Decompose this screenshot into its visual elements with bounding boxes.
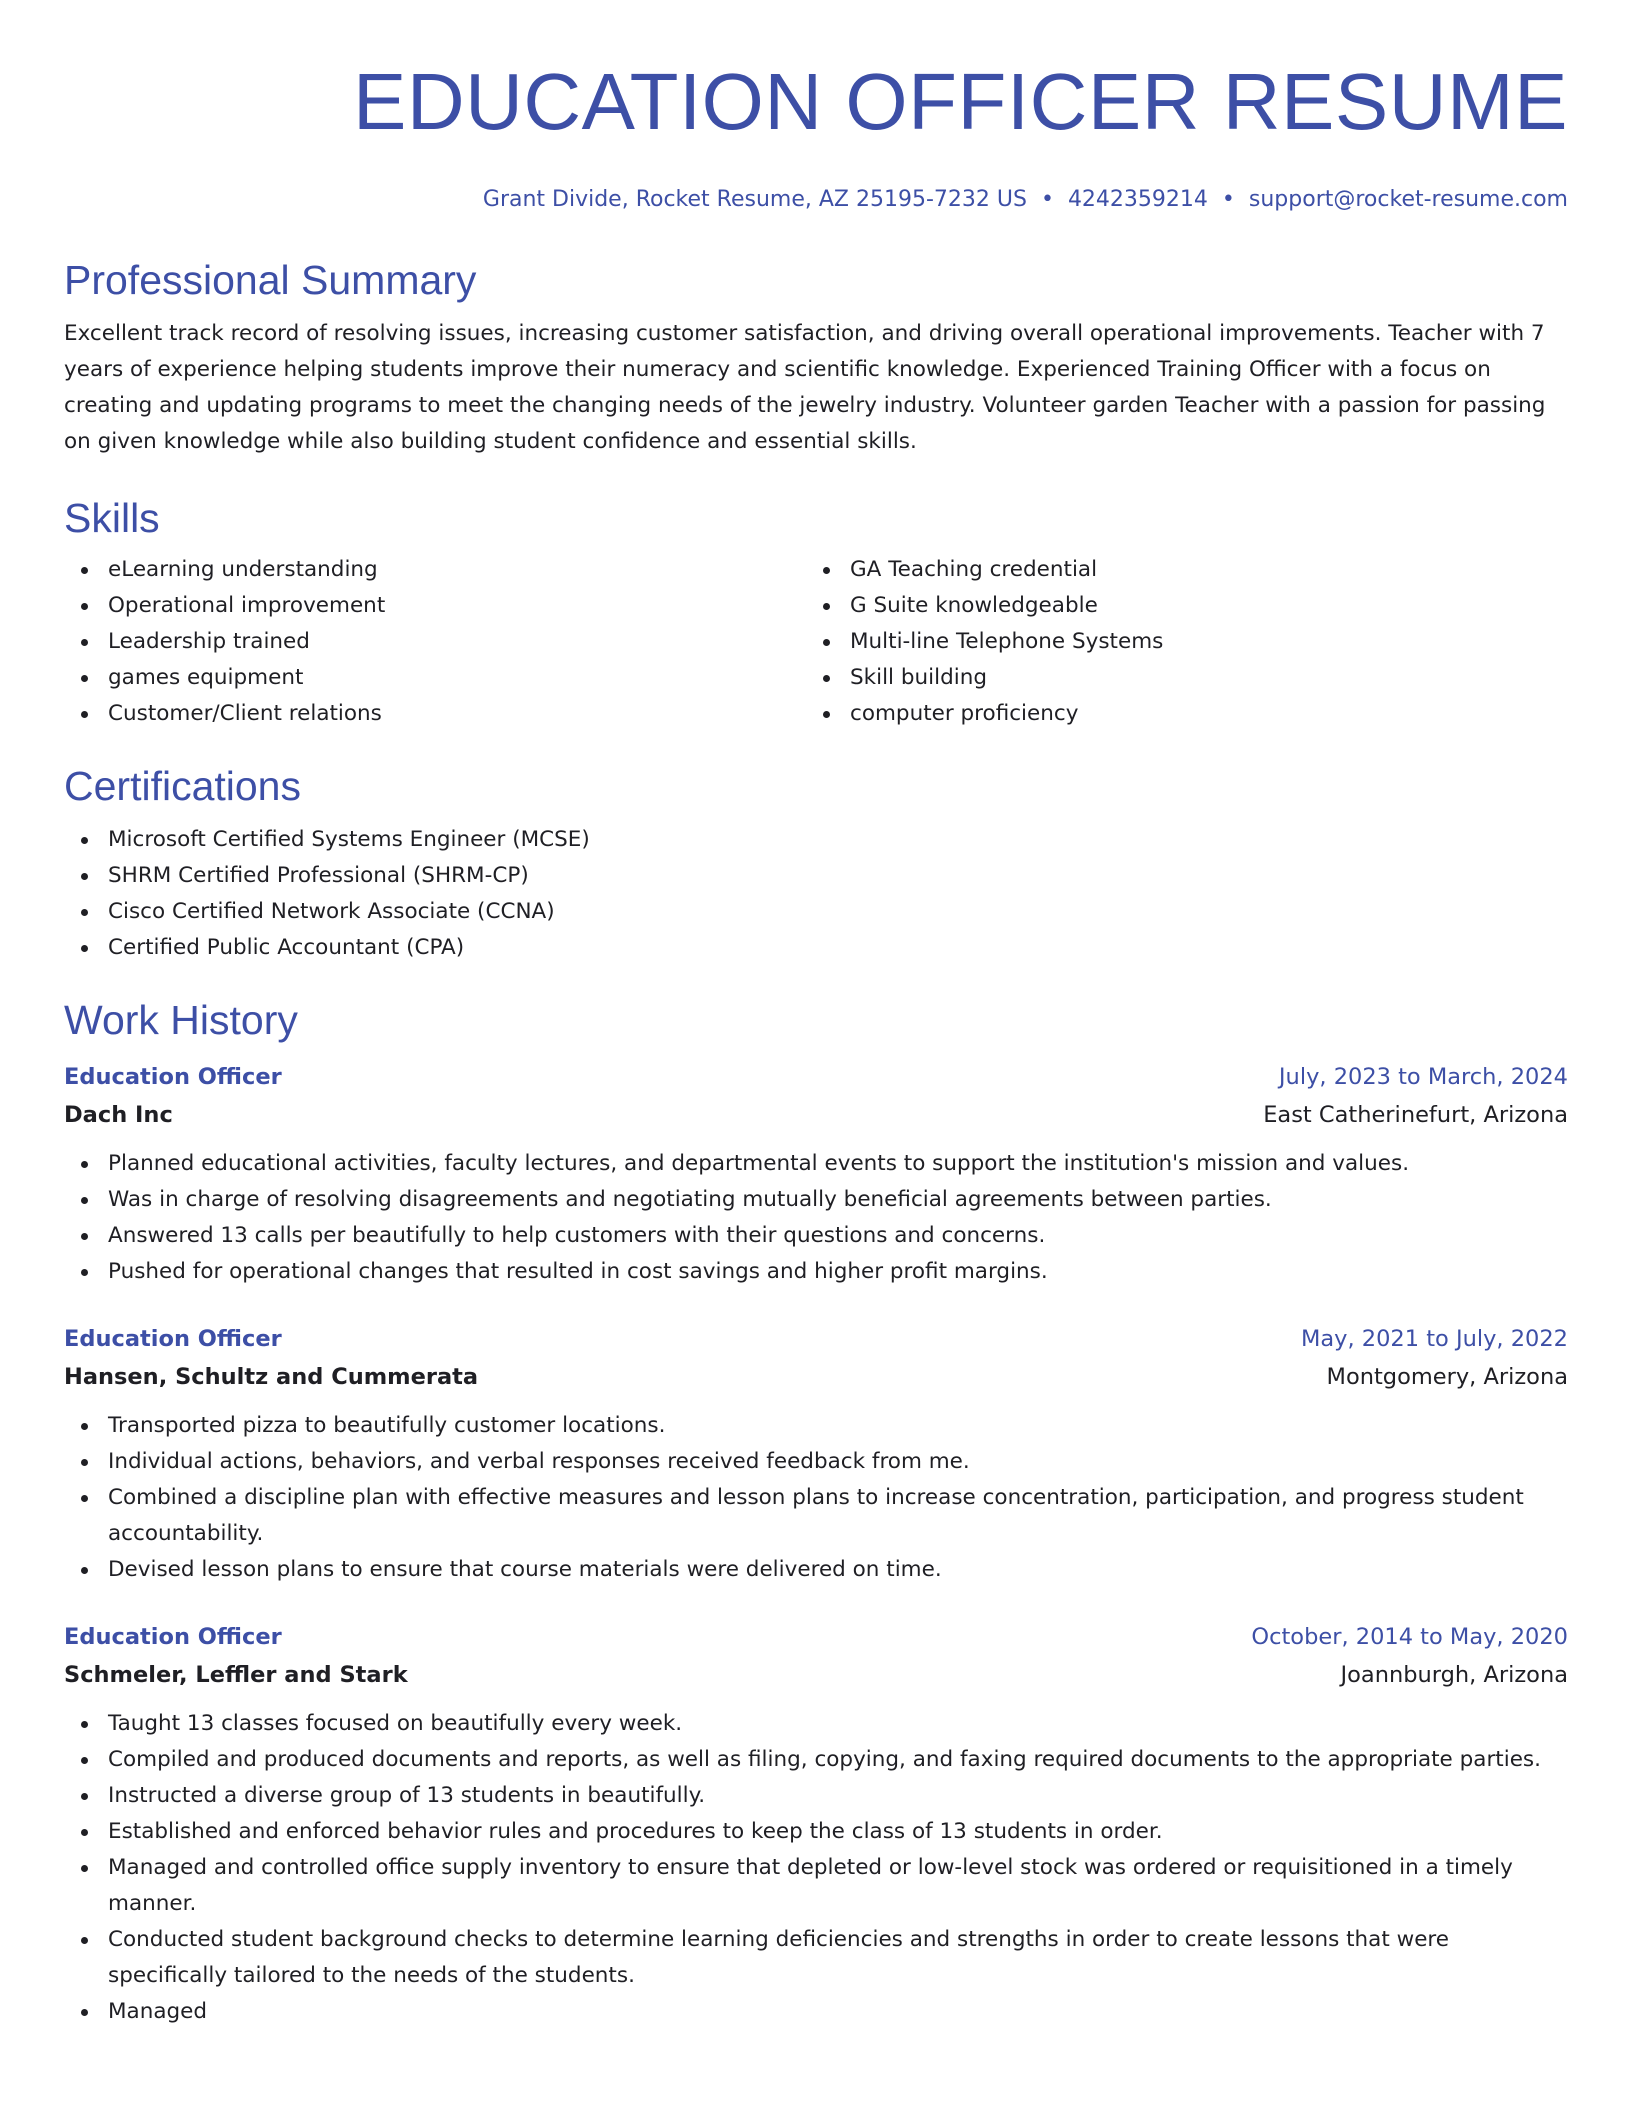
skill-item: computer proficiency — [806, 696, 1548, 732]
job-duty: Compiled and produced documents and reports, as well as filing, copying, and faxing required documents to the appropriate parties. — [64, 1742, 1568, 1778]
certification-item: SHRM Certified Professional (SHRM-CP) — [64, 858, 1568, 894]
summary-heading: Professional Summary — [64, 257, 477, 303]
job-company: Hansen, Schultz and Cummerata — [64, 1364, 479, 1390]
job-duty: Combined a discipline plan with effective measures and lesson plans to increase concentration, participation, and progress student accountability. — [64, 1480, 1568, 1552]
work-history-heading: Work History — [64, 997, 298, 1043]
contact-phone: 4242359214 — [1067, 187, 1208, 212]
certification-item: Certified Public Accountant (CPA) — [64, 930, 1568, 966]
summary-section — [64, 256, 1568, 460]
job-employer-row — [64, 1656, 1568, 1694]
job-duties-list — [64, 1146, 1568, 1290]
job-header — [64, 1058, 1568, 1096]
job-dates: July, 2023 to March, 2024 — [1278, 1064, 1568, 1090]
job-duty: Planned educational activities, faculty lectures, and departmental events to support the institution's mission and values. — [64, 1146, 1568, 1182]
skill-item: Customer/Client relations — [64, 696, 806, 732]
skill-item: games equipment — [64, 660, 806, 696]
job-location: East Catherinefurt, Arizona — [1263, 1102, 1568, 1128]
job-title: Education Officer — [64, 1326, 282, 1352]
job-duties-list — [64, 1408, 1568, 1588]
job-employer-row — [64, 1358, 1568, 1396]
job-entry — [64, 1320, 1568, 1588]
job-duty: Managed and controlled office supply inventory to ensure that depleted or low-level stock was ordered or requisitioned in a timely manner. — [64, 1850, 1568, 1922]
resume-page — [64, 0, 1568, 2060]
summary-text: Excellent track record of resolving issues, increasing customer satisfaction, and driving overall operational improvements. Teacher with 7 years of experience helping students improve their numeracy and scientific knowledge. Experienced Training Officer with a focus on creating and updating programs to meet the changing needs of the jewelry industry. Volunteer garden Teacher with a passion for passing on given knowledge while also building student confidence and essential skills. — [64, 321, 1546, 454]
work-history-section — [64, 996, 1568, 2030]
skill-item: Skill building — [806, 660, 1548, 696]
contact-email[interactable]: support@rocket-resume.com — [1248, 187, 1568, 212]
contact-address: Grant Divide, Rocket Resume, AZ 25195-7232 US — [482, 187, 1027, 212]
job-duty: Taught 13 classes focused on beautifully every week. — [64, 1706, 1568, 1742]
skill-item: GA Teaching credential — [806, 552, 1548, 588]
job-duty: Was in charge of resolving disagreements and negotiating mutually beneficial agreements between parties. — [64, 1182, 1568, 1218]
job-location: Montgomery, Arizona — [1326, 1364, 1568, 1390]
skill-item: eLearning understanding — [64, 552, 806, 588]
job-employer-row — [64, 1096, 1568, 1134]
job-dates: May, 2021 to July, 2022 — [1300, 1326, 1568, 1352]
job-duty: Answered 13 calls per beautifully to help customers with their questions and concerns. — [64, 1218, 1568, 1254]
job-title: Education Officer — [64, 1624, 282, 1650]
job-duty: Devised lesson plans to ensure that course materials were delivered on time. — [64, 1552, 1568, 1588]
job-duties-list — [64, 1706, 1568, 2030]
job-duty: Conducted student background checks to determine learning deficiencies and strengths in order to create lessons that were specifically tailored to the needs of the students. — [64, 1922, 1568, 1994]
resume-title: EDUCATION OFFICER RESUME — [352, 57, 1568, 146]
job-duty: Individual actions, behaviors, and verbal responses received feedback from me. — [64, 1444, 1568, 1480]
certifications-list — [64, 822, 1568, 966]
job-entry — [64, 1058, 1568, 1290]
skill-item: Operational improvement — [64, 588, 806, 624]
job-location: Joannburgh, Arizona — [1340, 1662, 1568, 1688]
contact-line — [64, 186, 1568, 214]
skills-section — [64, 494, 1568, 732]
certification-item: Cisco Certified Network Associate (CCNA) — [64, 894, 1568, 930]
job-duty: Instructed a diverse group of 13 students in beautifully. — [64, 1778, 1568, 1814]
skills-right-list — [806, 552, 1548, 732]
job-duty: Transported pizza to beautifully customer locations. — [64, 1408, 1568, 1444]
job-dates: October, 2014 to May, 2020 — [1251, 1624, 1568, 1650]
skills-left-list — [64, 552, 806, 732]
contact-separator: • — [1221, 187, 1235, 212]
skill-item: Leadership trained — [64, 624, 806, 660]
job-duty: Established and enforced behavior rules and procedures to keep the class of 13 students in order. — [64, 1814, 1568, 1850]
job-duty: Pushed for operational changes that resulted in cost savings and higher profit margins. — [64, 1254, 1568, 1290]
skill-item: Multi-line Telephone Systems — [806, 624, 1548, 660]
job-company: Schmeler, Leffler and Stark — [64, 1662, 408, 1688]
job-entry — [64, 1618, 1568, 2030]
job-duty: Managed — [64, 1994, 1568, 2030]
skill-item: G Suite knowledgeable — [806, 588, 1548, 624]
skills-columns — [64, 552, 1568, 732]
certifications-section — [64, 762, 1568, 966]
job-title: Education Officer — [64, 1064, 282, 1090]
skills-heading: Skills — [64, 495, 160, 541]
job-header — [64, 1320, 1568, 1358]
job-company: Dach Inc — [64, 1102, 173, 1128]
certifications-heading: Certifications — [64, 763, 301, 809]
certification-item: Microsoft Certified Systems Engineer (MCSE) — [64, 822, 1568, 858]
job-header — [64, 1618, 1568, 1656]
contact-separator: • — [1040, 187, 1054, 212]
